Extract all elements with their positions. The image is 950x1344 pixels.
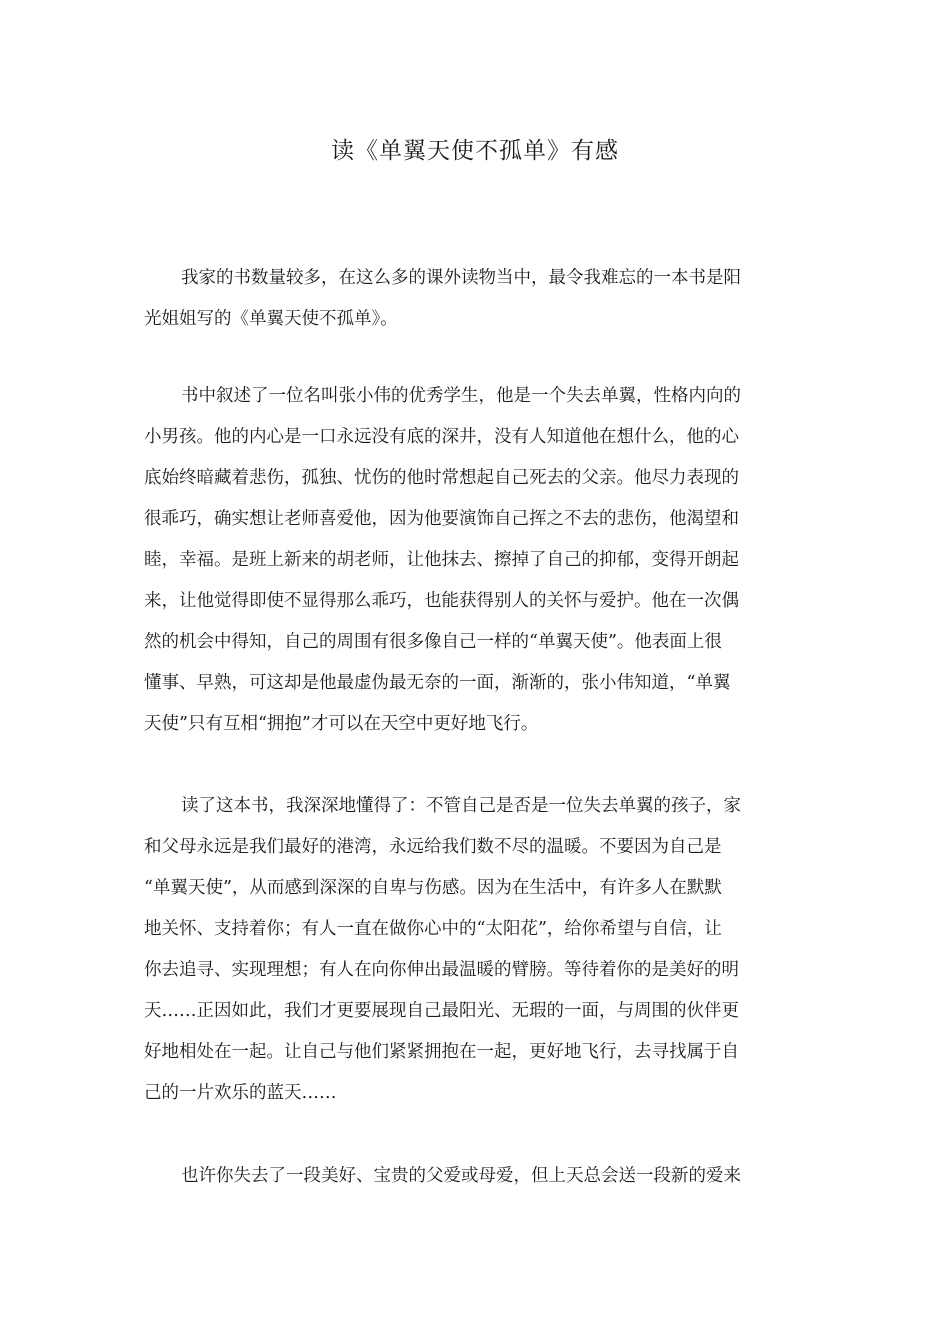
document-title: 读《单翼天使不孤单》有感 xyxy=(331,138,619,164)
paragraph-line: 光姐姐写的《单翼天使不孤单》。 xyxy=(144,309,398,329)
paragraph-line: 己的一片欢乐的蓝天…… xyxy=(144,1083,337,1103)
paragraph-3 xyxy=(144,786,800,1114)
paragraph-line: 好地相处在一起。让自己与他们紧紧拥抱在一起，更好地飞行，去寻找属于自 xyxy=(144,1042,739,1062)
paragraph-line: 睦，幸福。是班上新来的胡老师，让他抹去、擦掉了自己的抑郁，变得开朗起 xyxy=(144,550,739,570)
paragraph-line: 地关怀、支持着你；有人一直在做你心中的“太阳花”，给你希望与自信，让 xyxy=(144,919,722,939)
paragraph-line: 懂事、早熟，可这却是他最虚伪最无奈的一面，渐渐的，张小伟知道，“单翼 xyxy=(144,673,731,693)
paragraph-line: 底始终暗藏着悲伤，孤独、忧伤的他时常想起自己死去的父亲。他尽力表现的 xyxy=(144,468,739,488)
paragraph-line: 天使”只有互相“拥抱”才可以在天空中更好地飞行。 xyxy=(144,714,539,734)
paragraph-line: 来，让他觉得即使不显得那么乖巧，也能获得别人的关怀与爱护。他在一次偶 xyxy=(144,591,739,611)
paragraph-2 xyxy=(144,376,800,745)
paragraph-line: “单翼天使”，从而感到深深的自卑与伤感。因为在生活中，有许多人在默默 xyxy=(144,878,722,898)
paragraph-4 xyxy=(144,1156,800,1197)
paragraph-line: 也许你失去了一段美好、宝贵的父爱或母爱，但上天总会送一段新的爱来 xyxy=(181,1166,741,1186)
paragraph-1 xyxy=(144,258,800,340)
paragraph-line: 你去追寻、实现理想；有人在向你伸出最温暖的臂膀。等待着你的是美好的明 xyxy=(144,960,739,980)
paragraph-line: 读了这本书，我深深地懂得了：不管自己是否是一位失去单翼的孩子，家 xyxy=(181,796,741,816)
paragraph-line: 小男孩。他的内心是一口永远没有底的深井，没有人知道他在想什么，他的心 xyxy=(144,427,739,447)
paragraph-line: 和父母永远是我们最好的港湾，永远给我们数不尽的温暖。不要因为自己是 xyxy=(144,837,722,857)
paragraph-line: 书中叙述了一位名叫张小伟的优秀学生，他是一个失去单翼，性格内向的 xyxy=(181,386,741,406)
paragraph-line: 我家的书数量较多，在这么多的课外读物当中，最令我难忘的一本书是阳 xyxy=(181,268,741,288)
paragraph-line: 然的机会中得知，自己的周围有很多像自己一样的“单翼天使”。他表面上很 xyxy=(144,632,722,652)
paragraph-line: 天……正因如此，我们才更要展现自己最阳光、无瑕的一面，与周围的伙伴更 xyxy=(144,1001,739,1021)
paragraph-line: 很乖巧，确实想让老师喜爱他，因为他要演饰自己挥之不去的悲伤，他渴望和 xyxy=(144,509,739,529)
